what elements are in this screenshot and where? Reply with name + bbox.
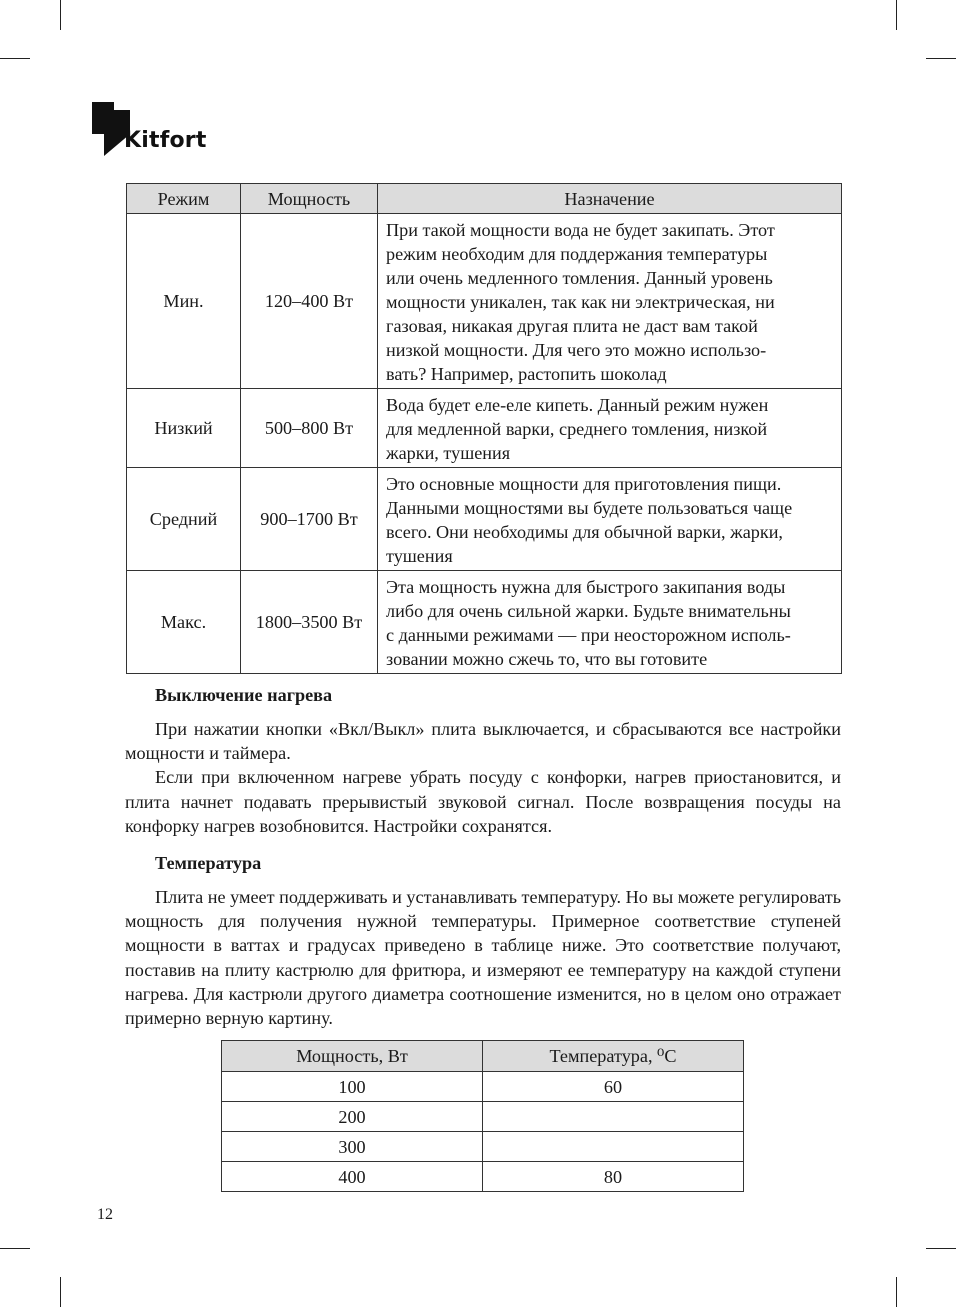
paragraph: Плита не умеет поддерживать и устанавливать температуру. Но вы можете регулировать мощность для получения нужной температуры. Примерное соответствие ступеней мощности в ваттах и градусах приведено в таблице ниже. Это соответствие получают, поставив на плиту кастрюлю для фритюра, и измеряют ее температуру на каждой ступени нагрева. Для кастрюли другого диаметра соотношение изменится, но в целом оно отражает примерно верную картину. bbox=[125, 887, 841, 1029]
power-cell: 900–1700 Вт bbox=[241, 468, 378, 571]
header-power-watts: Мощность, Вт bbox=[222, 1041, 483, 1072]
header-power: Мощность bbox=[241, 184, 378, 214]
table-row bbox=[222, 1162, 744, 1192]
table-row bbox=[127, 389, 842, 468]
purpose-line: низкой мощности. Для чего это можно использо- bbox=[386, 340, 767, 360]
power-watts-cell: 300 bbox=[222, 1132, 483, 1162]
power-modes-table bbox=[126, 183, 842, 674]
page-number: 12 bbox=[97, 1206, 113, 1223]
purpose-line: мощности уникален, так как ни электрическая, ни bbox=[386, 292, 775, 312]
purpose-line: с данными режимами — при неосторожном исполь- bbox=[386, 625, 791, 645]
table-row bbox=[222, 1132, 744, 1162]
header-purpose: Назначение bbox=[378, 184, 842, 214]
purpose-line: зовании можно сжечь то, что вы готовите bbox=[386, 649, 708, 669]
power-cell: 500–800 Вт bbox=[241, 389, 378, 468]
purpose-line: Эта мощность нужна для быстрого закипания воды bbox=[386, 577, 786, 597]
table-row bbox=[127, 571, 842, 674]
purpose-line: газовая, никакая другая плита не даст вам такой bbox=[386, 316, 758, 336]
power-watts-cell: 400 bbox=[222, 1162, 483, 1192]
crop-mark bbox=[0, 1248, 30, 1249]
power-temperature-table bbox=[221, 1040, 744, 1192]
table-row bbox=[127, 214, 842, 389]
paragraph: При нажатии кнопки «Вкл/Выкл» плита выключается, и сбрасываются все настройки мощности и таймера. bbox=[125, 719, 841, 764]
header-temperature: Температура, ⁰С bbox=[483, 1041, 744, 1072]
section-heading-off: Выключение нагрева bbox=[155, 685, 333, 705]
section-off-text bbox=[125, 717, 841, 838]
purpose-cell bbox=[378, 571, 842, 674]
purpose-line: Это основные мощности для приготовления пищи. bbox=[386, 474, 782, 494]
crop-mark bbox=[926, 1248, 956, 1249]
temperature-cell: 80 bbox=[483, 1162, 744, 1192]
section-heading-temperature: Температура bbox=[155, 853, 262, 873]
purpose-cell bbox=[378, 468, 842, 571]
crop-mark bbox=[926, 58, 956, 59]
purpose-line: для медленной варки, среднего томления, низкой bbox=[386, 419, 768, 439]
power-watts-cell: 100 bbox=[222, 1072, 483, 1102]
purpose-cell bbox=[378, 389, 842, 468]
crop-mark bbox=[896, 1277, 897, 1307]
purpose-line: либо для очень сильной жарки. Будьте внимательны bbox=[386, 601, 791, 621]
header-mode: Режим bbox=[127, 184, 241, 214]
purpose-line: режим необходим для поддержания температуры bbox=[386, 244, 768, 264]
mode-cell: Макс. bbox=[127, 571, 241, 674]
power-watts-cell: 200 bbox=[222, 1102, 483, 1132]
section-temperature-text bbox=[125, 885, 841, 1030]
mode-cell: Средний bbox=[127, 468, 241, 571]
crop-mark bbox=[896, 0, 897, 30]
power-cell: 120–400 Вт bbox=[241, 214, 378, 389]
crop-mark bbox=[60, 0, 61, 30]
mode-cell: Мин. bbox=[127, 214, 241, 389]
purpose-line: Вода будет еле-еле кипеть. Данный режим нужен bbox=[386, 395, 769, 415]
purpose-line: Данными мощностями вы будете пользоваться чаще bbox=[386, 498, 793, 518]
purpose-line: или очень медленного томления. Данный уровень bbox=[386, 268, 773, 288]
temperature-cell bbox=[483, 1102, 744, 1132]
purpose-line: жарки, тушения bbox=[386, 443, 511, 463]
table-row bbox=[127, 468, 842, 571]
purpose-line: вать? Например, растопить шоколад bbox=[386, 364, 667, 384]
purpose-line: При такой мощности вода не будет закипать. Этот bbox=[386, 220, 775, 240]
purpose-line: всего. Они необходимы для обычной варки, жарки, bbox=[386, 522, 783, 542]
crop-mark bbox=[0, 58, 30, 59]
purpose-cell bbox=[378, 214, 842, 389]
mode-cell: Низкий bbox=[127, 389, 241, 468]
crop-mark bbox=[60, 1277, 61, 1307]
temperature-cell bbox=[483, 1132, 744, 1162]
brand-name: Kitfort bbox=[124, 128, 207, 153]
power-cell: 1800–3500 Вт bbox=[241, 571, 378, 674]
purpose-line: тушения bbox=[386, 546, 453, 566]
temperature-cell: 60 bbox=[483, 1072, 744, 1102]
paragraph: Если при включенном нагреве убрать посуду с конфорки, нагрев приостановится, и плита начнет подавать прерывистый звуковой сигнал. После возвращения посуды на конфорку нагрев возобновится. Настройки сохранятся. bbox=[125, 767, 841, 836]
table-row bbox=[222, 1102, 744, 1132]
table-row bbox=[222, 1072, 744, 1102]
